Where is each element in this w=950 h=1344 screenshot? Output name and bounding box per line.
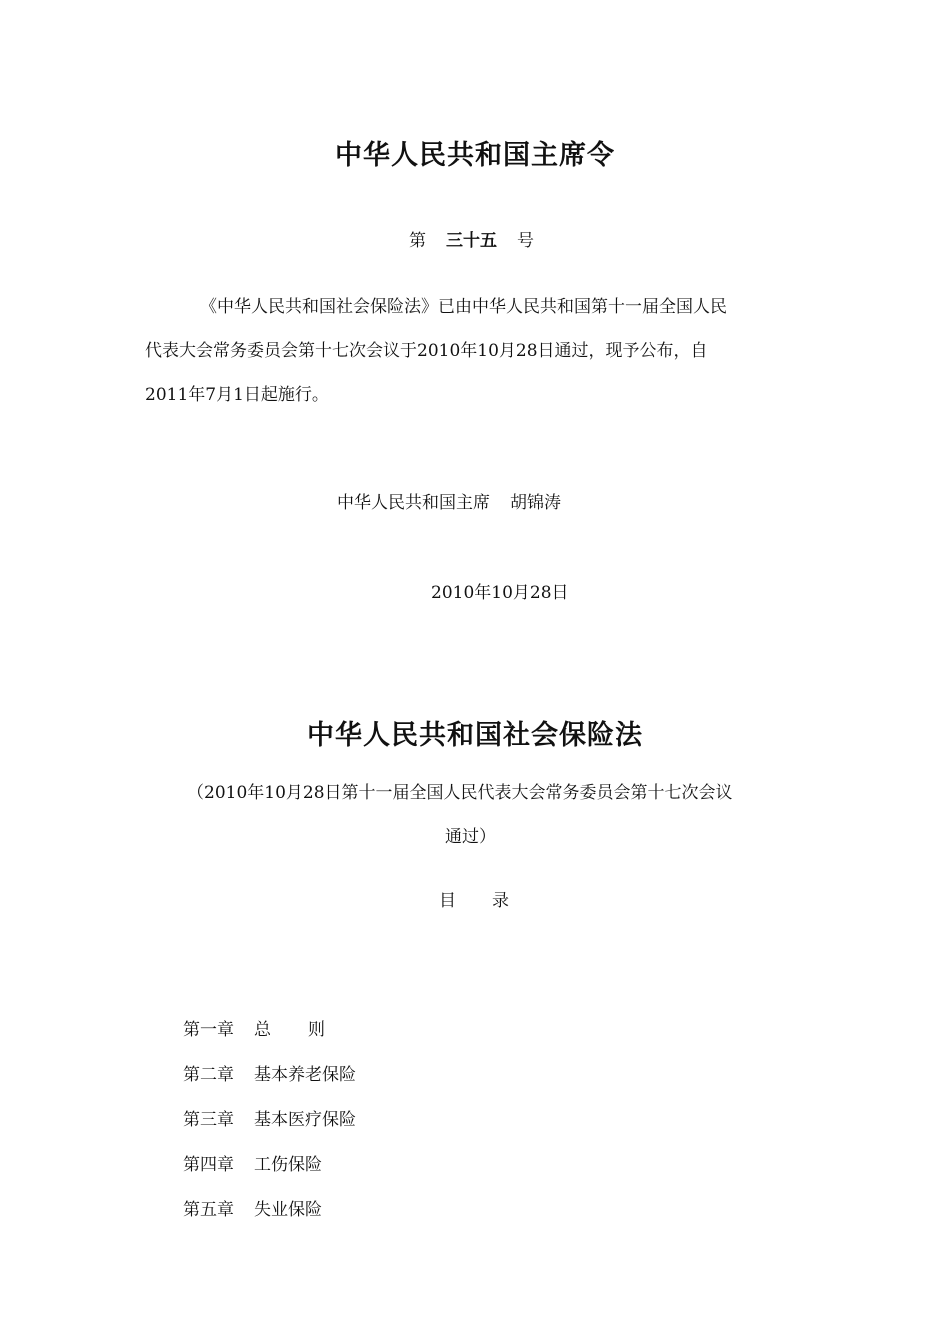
toc-chapter: 第一章 <box>183 1020 234 1040</box>
law-title: 中华人民共和国社会保险法 <box>307 720 643 751</box>
order-paragraph-line: 《中华人民共和国社会保险法》已由中华人民共和国第十一届全国人民 <box>200 297 727 317</box>
order-number-prefix: 第 <box>409 231 426 251</box>
toc-item[interactable] <box>183 1195 322 1220</box>
signer-name: 胡锦涛 <box>510 493 561 513</box>
toc-chapter-name: 工伤保险 <box>254 1155 322 1175</box>
toc-chapter: 第二章 <box>183 1065 234 1085</box>
toc-chapter: 第四章 <box>183 1155 234 1175</box>
toc-heading-left: 目 <box>439 891 456 911</box>
signature <box>337 488 561 513</box>
toc-chapter-name-part: 则 <box>308 1020 325 1040</box>
law-subtitle: （2010年10月28日第十一届全国人民代表大会常务委员会第十七次会议 <box>187 783 733 803</box>
order-paragraph-line: 代表大会常务委员会第十七次会议于2010年10月28日通过，现予公布，自 <box>145 341 708 361</box>
toc-item[interactable] <box>183 1060 356 1085</box>
order-number <box>409 226 534 251</box>
sign-date: 2010年10月28日 <box>431 583 569 603</box>
signer-title: 中华人民共和国主席 <box>337 493 490 513</box>
toc-chapter-name-part: 总 <box>254 1020 271 1040</box>
order-paragraph-line: 2011年7月1日起施行。 <box>145 385 329 405</box>
toc-item[interactable] <box>183 1150 322 1175</box>
toc-chapter: 第三章 <box>183 1110 234 1130</box>
toc-heading-right: 录 <box>492 891 509 911</box>
order-number-suffix: 号 <box>517 231 534 251</box>
toc-chapter-name: 基本养老保险 <box>254 1065 356 1085</box>
order-number-value: 三十五 <box>446 231 497 251</box>
toc-heading <box>439 886 509 911</box>
toc-chapter: 第五章 <box>183 1200 234 1220</box>
toc-chapter-name: 失业保险 <box>254 1200 322 1220</box>
toc-item[interactable] <box>183 1105 356 1130</box>
toc-chapter-name: 基本医疗保险 <box>254 1110 356 1130</box>
toc-item[interactable] <box>183 1015 325 1040</box>
law-subtitle: 通过） <box>445 827 496 847</box>
order-title: 中华人民共和国主席令 <box>335 140 615 171</box>
